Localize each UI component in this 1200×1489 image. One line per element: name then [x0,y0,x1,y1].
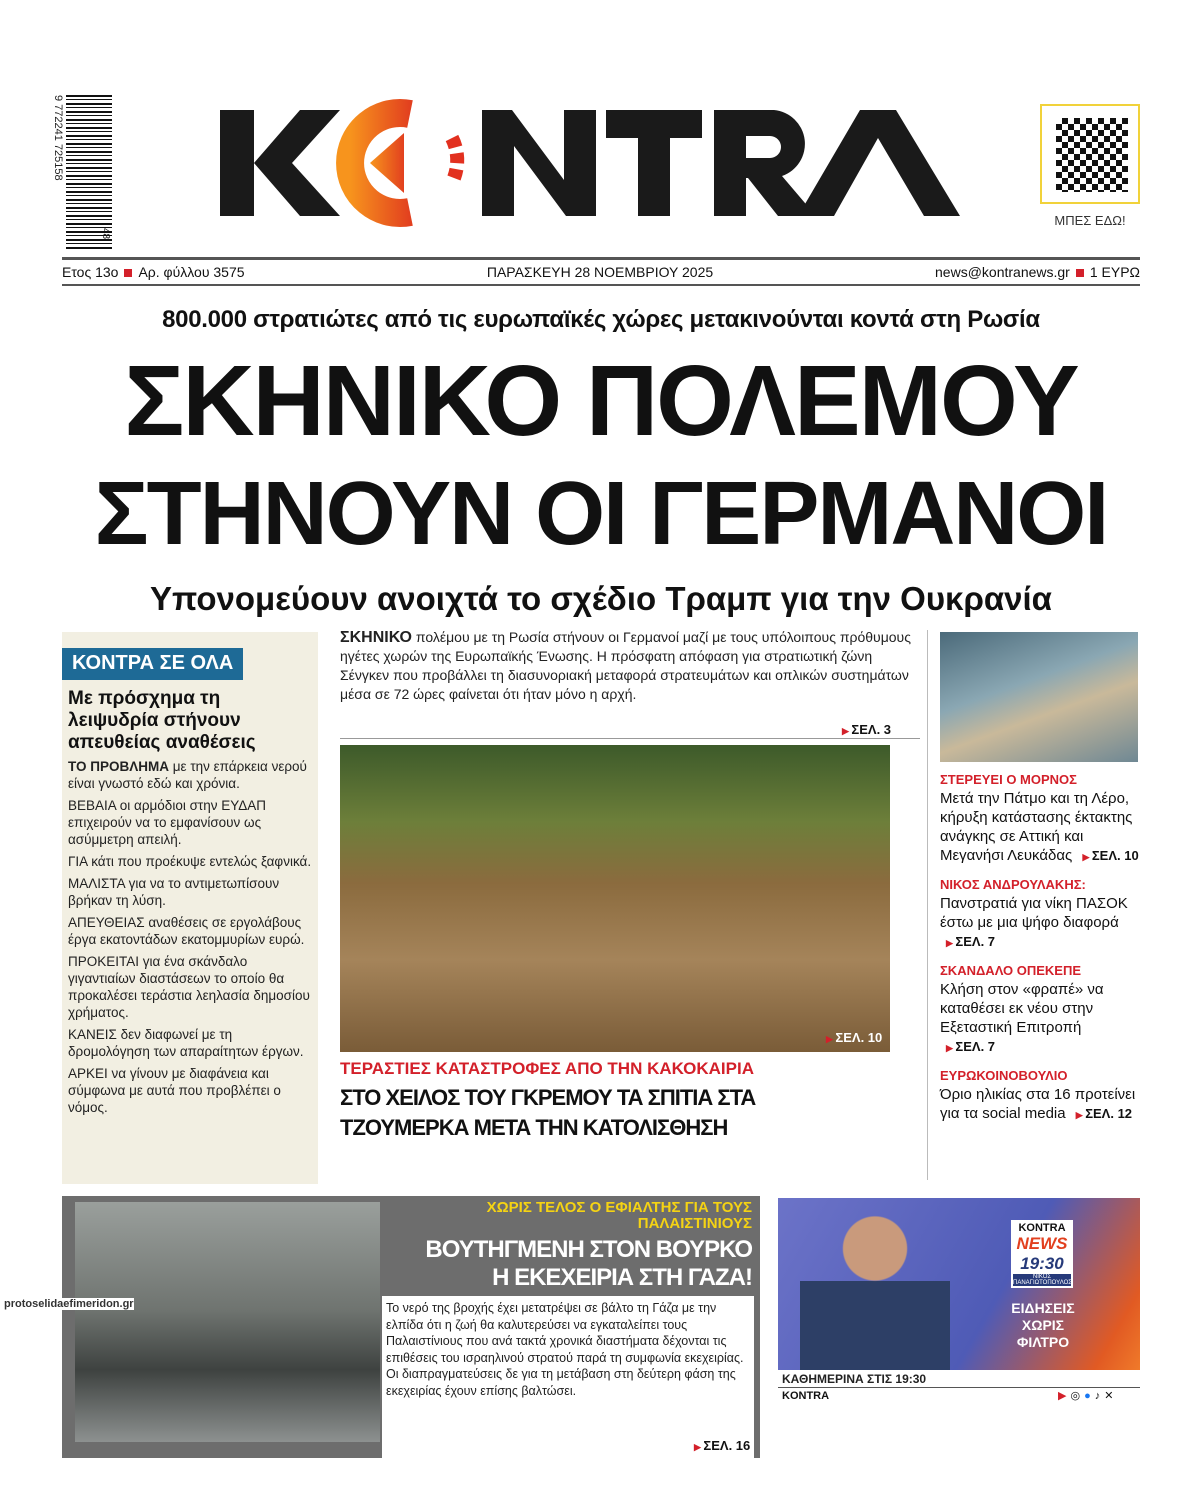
column-paragraph: ΤΟ ΠΡΟΒΛΗΜΑ με την επάρκεια νερού είναι γνωστό εδώ και χρόνια. [68,759,307,791]
photo-page-ref[interactable]: ▶ ΣΕΛ. 10 [826,1030,882,1045]
issue-info [62,264,245,280]
gaza-kicker: ΧΩΡΙΣ ΤΕΛΟΣ Ο ΕΦΙΑΛΤΗΣ ΓΙΑ ΤΟΥΣ ΠΑΛΑΙΣΤΙΝΙΟΥΣ [486,1199,752,1232]
gaza-headline-2: Η ΕΚΕΧΕΙΡΙΑ ΣΤΗ ΓΑΖΑ! [492,1264,752,1291]
sidebar [940,772,1140,1135]
column-paragraph: ΑΡΚΕΙ να γίνουν με διαφάνεια και σύμφωνα με αυτά που προβλέπει ο νόμος. [68,1066,281,1115]
qr-label: ΜΠΕΣ ΕΔΩ! [1054,213,1126,228]
price: 1 ΕΥΡΩ [1089,264,1140,280]
year: Ετος 13ο [62,264,119,280]
social-icons [1058,1389,1117,1402]
sidebar-item[interactable] [940,963,1140,1058]
sidebar-kicker: ΝΙΚΟΣ ΑΝΔΡΟΥΛΑΚΗΣ: [940,877,1086,892]
sidebar-text: Μετά την Πάτμο και τη Λέρο, κήρυξη κατάστασης έκτακτης ανάγκης σε Αττική και Μεγανήσι Λευκάδας [940,790,1133,864]
tiktok-icon[interactable]: ♪ [1094,1390,1105,1402]
column-paragraph: ΚΑΝΕΙΣ δεν διαφωνεί με τη δρομολόγηση των απαραίτητων έργων. [68,1027,304,1059]
anchor-photo [800,1208,950,1370]
instagram-icon[interactable]: ◎ [1070,1390,1085,1402]
news-logo: KONTRA NEWS 19:30 ΝΙΚΟΣ ΠΑΝΑΓΙΩΤΟΠΟΥΛΟΣ [1013,1222,1072,1286]
column-paragraph: ΜΑΛΙΣΤΑ για να το αντιμετωπίσουν βρήκαν τη λύση. [68,876,280,908]
lead-intro: ΣΚΗΝΙΚΟ πολέμου με τη Ρωσία στήνουν οι Γερμανοί μαζί με τους υπόλοιπους πρόθυμους ηγέτες χωρών της Ευρωπαϊκής Ένωσης. Η πρόσφατη απόφαση για στρατιωτική ζώνη Σένγκεν που προβάλλει τη διασυνοριακή μεταφορά στρατευμάτων και οπλικών συστημάτων μέσα σε 72 ώρες φαίνεται ότι ήταν μόνο η αρχή. [340,629,911,702]
landslide-kicker: ΤΕΡΑΣΤΙΕΣ ΚΑΤΑΣΤΡΟΦΕΣ ΑΠΟ ΤΗΝ ΚΑΚΟΚΑΙΡΙΑ [340,1059,754,1078]
column-title: Με πρόσχημα τη λειψυδρία στήνουν απευθείας αναθέσεις [68,688,256,753]
lead-page-ref[interactable]: ▶ ΣΕΛ. 3 [842,722,891,737]
gaza-photo [75,1202,380,1442]
lead-kicker: 800.000 στρατιώτες από τις ευρωπαϊκές χώρες μετακινούνται κοντά στη Ρωσία [162,306,1040,333]
watermark: protoselidaefimeridon.gr [4,1298,134,1310]
gaza-page-ref[interactable]: ▶ ΣΕΛ. 16 [694,1438,750,1453]
column-paragraph: ΑΠΕΥΘΕΙΑΣ αναθέσεις σε εργολάβους έργα εκατοντάδων εκατομμυρίων ευρώ. [68,915,305,947]
column-label: ΚΟΝΤΡΑ ΣΕ ΟΛΑ [62,648,243,680]
ad-schedule: ΚΑΘΗΜΕΡΙΝΑ ΣΤΙΣ 19:30 [782,1372,927,1386]
sidebar-item[interactable] [940,877,1140,953]
sidebar-text: Πανστρατιά για νίκη ΠΑΣΟΚ έστω με μια ψήφο διαφορά [940,895,1128,931]
gaza-headline-1: ΒΟΥΤΗΓΜΕΝΗ ΣΤΟΝ ΒΟΥΡΚΟ [425,1236,752,1263]
sidebar-kicker: ΣΤΕΡΕΥΕΙ Ο ΜΟΡΝΟΣ [940,772,1077,787]
ad-slogan: ΕΙΔΗΣΕΙΣ ΧΩΡΙΣ ΦΙΛΤΡΟ [1011,1300,1075,1350]
divider [62,257,1140,260]
column-paragraph: ΓΙΑ κάτι που προέκυψε εντελώς ξαφνικά. [68,854,312,869]
x-icon[interactable]: ✕ [1104,1390,1118,1402]
barcode-number: 9 772241 725158 [52,95,64,181]
kontra-logo [220,98,980,228]
sidebar-page-ref[interactable]: ▶ ΣΕΛ. 10 [1082,848,1138,863]
sidebar-page-ref[interactable]: ▶ ΣΕΛ. 12 [1076,1106,1132,1121]
contact-info [935,264,1140,280]
barcode-addon: 48 [100,228,111,240]
landslide-photo [340,745,890,1052]
ad-footer-logo: KONTRA [782,1390,830,1402]
sidebar-item[interactable] [940,772,1140,867]
column-paragraph: ΒΕΒΑΙΑ οι αρμόδιοι στην ΕΥΔΑΠ επιχειρούν να το εμφανίσουν ως ασύμμετρη απειλή. [68,798,267,847]
issue-number: Αρ. φύλλου 3575 [138,264,245,280]
column-paragraph: ΠΡΟΚΕΙΤΑΙ για ένα σκάνδαλο γιγαντιαίων διαστάσεων το οποίο θα προκαλέσει τεράστια λεηλασία δημοσίου χρήματος. [68,954,310,1020]
lead-headline-2: ΣΤΗΝΟΥΝ ΟΙ ΓΕΡΜΑΝΟΙ [94,464,1108,564]
column-divider [927,630,928,1180]
landslide-headline-2: ΤΖΟΥΜΕΡΚΑ ΜΕΤΑ ΤΗΝ ΚΑΤΟΛΙΣΘΗΣΗ [340,1115,728,1140]
mornos-photo [940,632,1138,762]
gaza-text: Το νερό της βροχής έχει μετατρέψει σε βάλτο τη Γάζα με την ελπίδα ότι η ζωή θα καλυτερεύσει να εγκαταλείπει τους Παλαιστίνιους που ανά τακτά χρονικά διαστήματα δέχονται τις επιθέσεις του ισραηλινού στρατού παρά τη συμφωνία εκεχειρίας. Οι διαπραγματεύσεις δε για τη μετάβαση στη δεύτερη φάση της εκεχειρίας έχουν επίσης βαλτώσει. [386,1301,744,1398]
divider [62,284,1140,286]
sidebar-text: Όριο ηλικίας στα 16 προτείνει για τα social media [940,1086,1136,1122]
sidebar-page-ref[interactable]: ▶ ΣΕΛ. 7 [946,1039,995,1054]
barcode [66,95,112,250]
column-body [68,758,312,1121]
lead-subhead: Υπονομεύουν ανοιχτά το σχέδιο Τραμπ για την Ουκρανία [150,580,1052,617]
date: ΠΑΡΑΣΚΕΥΗ 28 ΝΟΕΜΒΡΙΟΥ 2025 [486,264,714,280]
qr-code[interactable] [1040,104,1140,204]
youtube-icon[interactable]: ▶ [1058,1390,1071,1402]
sidebar-page-ref[interactable]: ▶ ΣΕΛ. 7 [946,934,995,949]
lead-headline-1: ΣΚΗΝΙΚΟ ΠΟΛΕΜΟΥ [124,345,1078,457]
sidebar-item[interactable] [940,1068,1140,1125]
sidebar-kicker: ΕΥΡΩΚΟΙΝΟΒΟΥΛΙΟ [940,1068,1068,1083]
sidebar-text: Κλήση στον «φραπέ» να καταθέσει εκ νέου στην Εξεταστική Επιτροπή [940,981,1104,1036]
landslide-headline-1: ΣΤΟ ΧΕΙΛΟΣ ΤΟΥ ΓΚΡΕΜΟΥ ΤΑ ΣΠΙΤΙΑ ΣΤΑ [340,1085,756,1110]
facebook-icon[interactable]: ● [1084,1390,1095,1402]
email-link[interactable]: news@kontranews.gr [935,264,1070,280]
sidebar-kicker: ΣΚΑΝΔΑΛΟ ΟΠΕΚΕΠΕ [940,963,1082,978]
divider [340,738,920,739]
